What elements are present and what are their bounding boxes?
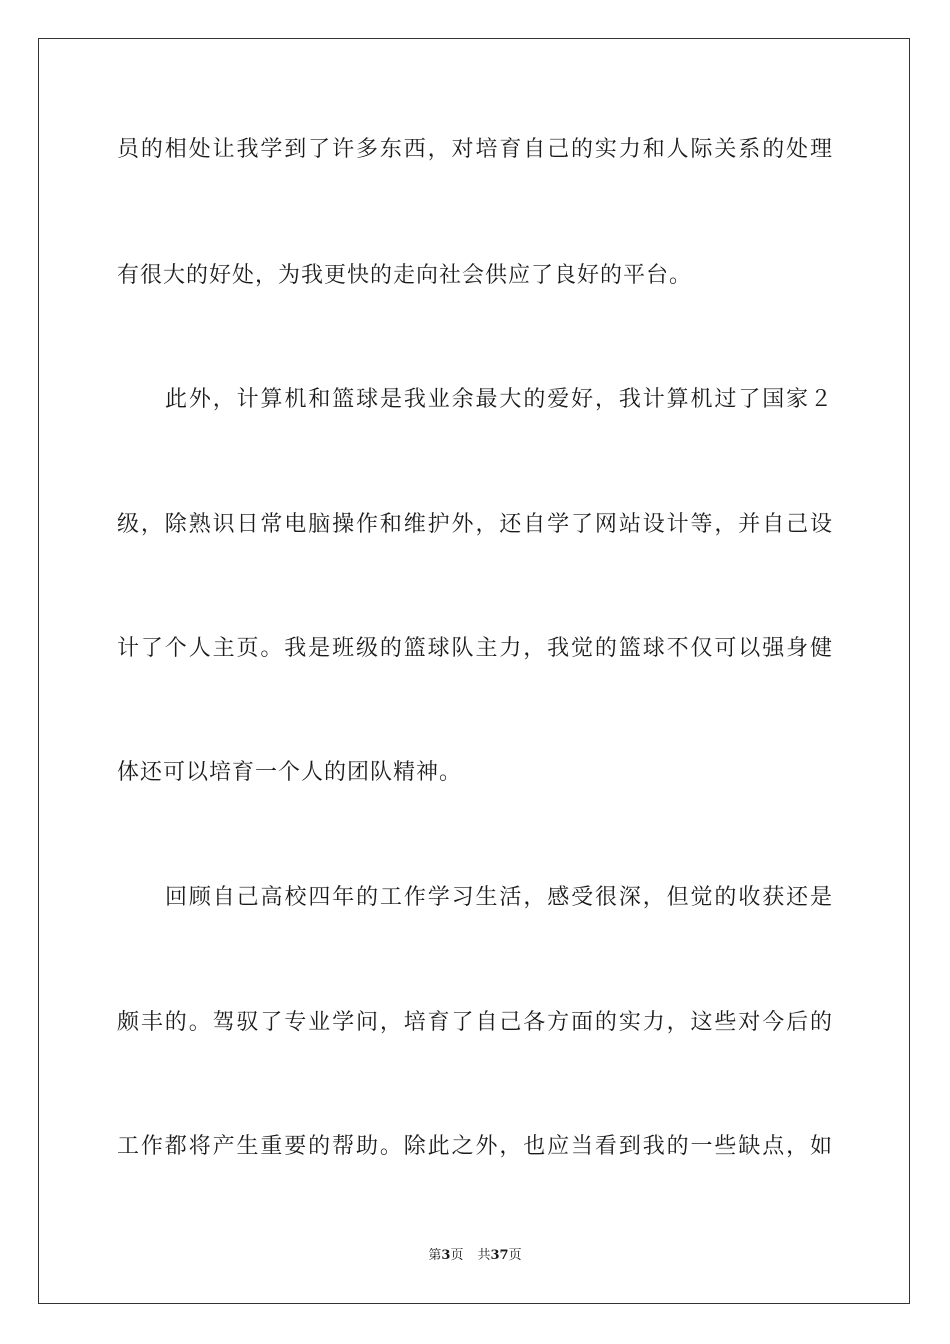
body-line-6: 体还可以培育一个人的团队精神。 — [117, 760, 463, 785]
body-line-8: 颇丰的。驾驭了专业学问，培育了自己各方面的实力，这些对今后的 — [117, 1010, 833, 1035]
body-line-2: 有很大的好处，为我更快的走向社会供应了良好的平台。 — [117, 263, 693, 288]
body-line-4: 级，除熟识日常电脑操作和维护外，还自学了网站设计等，并自己设 — [117, 512, 833, 537]
body-line-1: 员的相处让我学到了许多东西，对培育自己的实力和人际关系的处理 — [117, 137, 833, 162]
page-number: 3 — [441, 1248, 451, 1263]
body-line-7: 回顾自己高校四年的工作学习生活，感受很深，但觉的收获还是 — [165, 885, 833, 910]
page-border — [38, 38, 910, 1304]
page-suffix: 页 — [450, 1248, 464, 1263]
body-line-9: 工作都将产生重要的帮助。除此之外，也应当看到我的一些缺点，如 — [117, 1134, 833, 1159]
body-line-5: 计了个人主页。我是班级的篮球队主力，我觉的篮球不仅可以强身健 — [117, 636, 833, 661]
page-footer — [0, 1247, 950, 1265]
total-prefix: 共 — [477, 1248, 491, 1263]
page-prefix: 第 — [428, 1248, 442, 1263]
body-line-3: 此外，计算机和篮球是我业余最大的爱好，我计算机过了国家２ — [165, 387, 833, 412]
total-suffix: 页 — [508, 1248, 522, 1263]
total-pages: 37 — [490, 1248, 509, 1263]
